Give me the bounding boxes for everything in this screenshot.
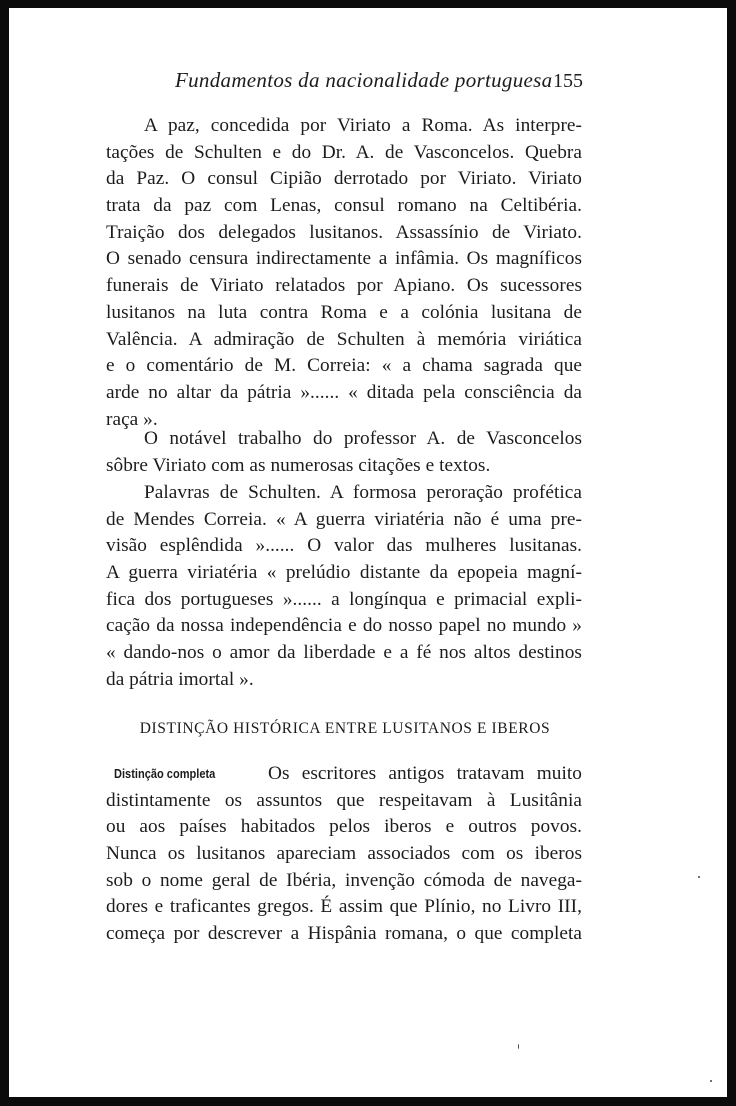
summary-paragraph-2 (106, 426, 582, 479)
text-line: Palavras de Schulten. A formosa peroração profética (144, 482, 582, 503)
text-line: fica dos portugueses »...... a longínqua e primacial expli- (106, 588, 582, 610)
text-line: da Paz. O consul Cipião derrotado por Viriato. Viriato (106, 168, 582, 190)
section-body (106, 761, 582, 948)
text-line: dores e traficantes gregos. É assim que Plínio, no Livro III, (106, 896, 582, 918)
text-line: arde no altar da pátria »...... « ditada pela consciência da (106, 381, 582, 403)
section-heading: DISTINÇÃO HISTÓRICA ENTRE LUSITANOS E IBEROS (139, 720, 551, 737)
text-line: O notável trabalho do professor A. de Vasconcelos (144, 428, 582, 449)
page-number: 155 (553, 70, 583, 92)
text-line: « dando-nos o amor da liberdade e a fé nos altos destinos (106, 642, 582, 664)
summary-paragraph-3 (106, 480, 582, 694)
summary-paragraph-1 (106, 113, 582, 433)
scan-speck (698, 876, 700, 878)
text-line: Nunca os lusitanos apareciam associados com os iberos (106, 843, 582, 865)
text-line: trata da paz com Lenas, consul romano na Celtibéria. (106, 195, 582, 217)
side-label: Distinção completa (114, 766, 216, 781)
text-line: distintamente os assuntos que respeitavam à Lusitânia (106, 789, 582, 811)
text-line: lusitanos na luta contra Roma e a colónia lusitana de (106, 301, 582, 323)
text-line: O senado censura indirectamente a infâmia. Os magníficos (106, 248, 582, 270)
text-line: Valência. A admiração de Schulten à memória viriática (106, 328, 582, 350)
running-head (105, 64, 583, 100)
text-line: visão esplêndida »...... O valor das mulheres lusitanas. (106, 535, 582, 557)
text-line: sob o nome geral de Ibéria, invenção cómoda de navega- (106, 869, 582, 891)
text-line: começa por descrever a Hispânia romana, o que completa (106, 923, 582, 945)
text-line: Traição dos delegados lusitanos. Assassínio de Viriato. (106, 221, 582, 243)
text-line: A paz, concedida por Viriato a Roma. As interpre- (144, 115, 582, 136)
text-line: da pátria imortal ». (106, 668, 254, 690)
running-title: Fundamentos da nacionalidade portuguesa (175, 68, 553, 92)
scan-speck (710, 1080, 712, 1082)
text-line: funerais de Viriato relatados por Apiano. Os sucessores (106, 275, 582, 297)
text-line: de Mendes Correia. « A guerra viriatéria não é uma pre- (106, 508, 582, 530)
text-line: A guerra viriatéria « prelúdio distante da epopeia magní- (106, 562, 582, 584)
text-line: raça ». (106, 408, 158, 430)
text-line: cação da nossa independência e do nosso papel no mundo » (106, 615, 582, 637)
text-line: sôbre Viriato com as numerosas citações e textos. (106, 454, 491, 476)
text-line: ou aos países habitados pelos iberos e outros povos. (106, 816, 582, 838)
text-line: tações de Schulten e do Dr. A. de Vasconcelos. Quebra (106, 141, 582, 163)
text-line: Os escritores antigos tratavam muito (268, 763, 582, 784)
text-line: e o comentário de M. Correia: « a chama sagrada que (106, 355, 582, 377)
scan-speck (518, 1044, 519, 1049)
